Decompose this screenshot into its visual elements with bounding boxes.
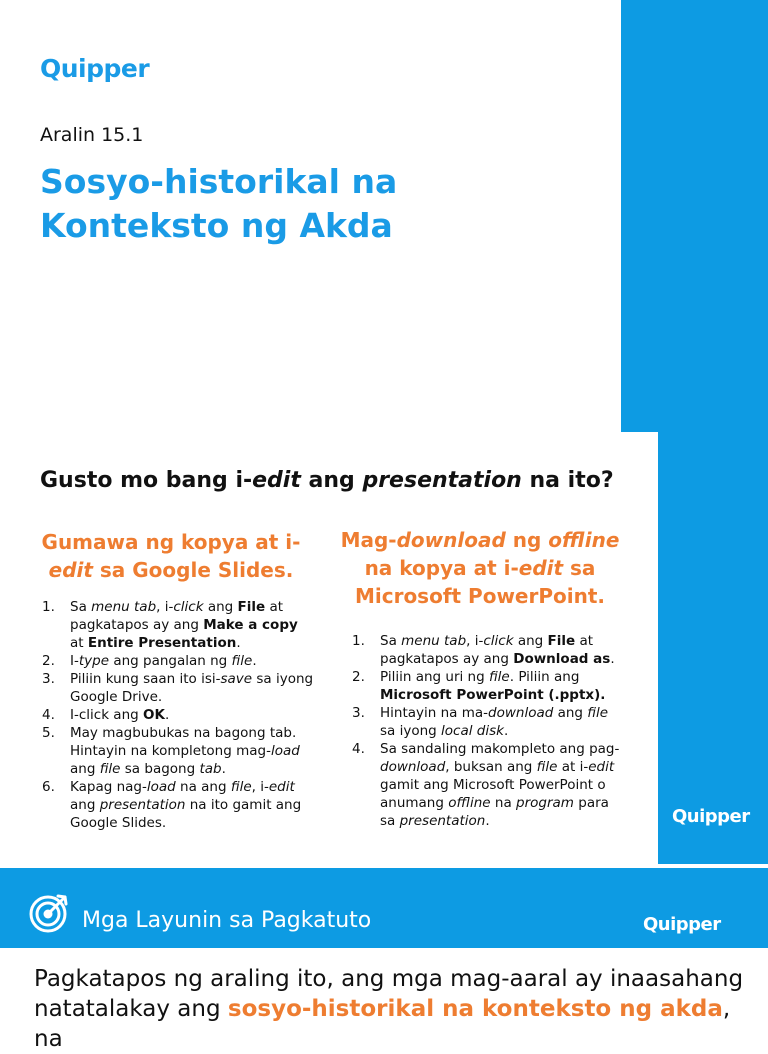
- target-icon: [28, 890, 72, 934]
- step-text: File: [237, 599, 266, 615]
- title-text: sa Google Slides.: [92, 558, 294, 582]
- step-text: Hintayin na ma-: [380, 705, 489, 721]
- step-text: local disk: [441, 723, 504, 739]
- lesson-number: Aralin 15.1: [40, 124, 144, 146]
- list-item: [24, 670, 318, 706]
- step-text: Sa sandaling makompleto ang pag-: [380, 741, 620, 757]
- powerpoint-title: [334, 526, 626, 610]
- list-item: [334, 632, 626, 668]
- step-text: file: [488, 669, 510, 685]
- list-number: 1.: [352, 633, 365, 649]
- heading-text: edit: [252, 468, 301, 493]
- step-text: na: [490, 795, 517, 811]
- list-number: 3.: [352, 705, 365, 721]
- step-text: download: [380, 759, 446, 775]
- step-text: , i-: [466, 633, 484, 649]
- step-text: click: [483, 633, 514, 649]
- list-item: [24, 598, 318, 652]
- step-text: .: [610, 651, 615, 667]
- title-text: na kopya at i-: [364, 556, 519, 580]
- title-text: edit: [48, 558, 93, 582]
- step-text: gamit ang Microsoft PowerPoint o anumang: [380, 777, 606, 811]
- step-text: , i-: [251, 779, 269, 795]
- list-number: 6.: [42, 779, 55, 795]
- heading-text: na ito?: [521, 468, 614, 493]
- step-text: Download as: [513, 651, 611, 667]
- step-text: file: [587, 705, 609, 721]
- google-slides-column: [24, 528, 318, 832]
- step-text: .: [236, 635, 241, 651]
- step-text: load: [146, 779, 176, 795]
- step-text: edit: [268, 779, 295, 795]
- step-text: type: [78, 653, 110, 669]
- step-text: para sa: [380, 795, 609, 829]
- heading-text: Gusto mo bang i-: [40, 468, 253, 493]
- objectives-slide: [0, 864, 768, 1052]
- powerpoint-column: [334, 526, 626, 830]
- step-text: menu tab: [91, 599, 157, 615]
- step-text: na ang: [175, 779, 231, 795]
- heading-text: presentation: [362, 468, 522, 493]
- list-number: 4.: [352, 741, 365, 757]
- step-text: Sa: [380, 633, 402, 649]
- list-number: 5.: [42, 725, 55, 741]
- step-text: presentation: [99, 797, 186, 813]
- list-number: 2.: [42, 653, 55, 669]
- title-text: edit: [518, 556, 564, 580]
- list-number: 3.: [42, 671, 55, 687]
- step-text: .: [164, 707, 170, 723]
- title-text: ng: [505, 528, 549, 552]
- step-text: I-: [70, 653, 79, 669]
- step-text: ang: [70, 761, 100, 777]
- step-text: Microsoft PowerPoint (.pptx).: [380, 687, 606, 703]
- objective-text: , na: [34, 996, 731, 1052]
- list-number: 1.: [42, 599, 55, 615]
- lesson-title-line1: Sosyo-historikal na: [40, 162, 398, 201]
- step-text: file: [231, 653, 253, 669]
- step-text: program: [516, 795, 574, 811]
- step-text: ang: [70, 797, 100, 813]
- title-slide: [0, 0, 768, 432]
- title-text: Mag-: [340, 528, 397, 552]
- list-item: [24, 724, 318, 778]
- step-text: sa iyong: [380, 723, 442, 739]
- step-text: May magbubukas na bagong tab. Hintayin na kompletong mag-: [70, 725, 297, 759]
- step-text: at pagkatapos ay ang: [380, 633, 594, 667]
- step-text: ang: [203, 599, 238, 615]
- step-text: file: [99, 761, 121, 777]
- step-text: sa bagong: [120, 761, 200, 777]
- step-text: Piliin ang uri ng: [380, 669, 489, 685]
- step-text: ang pangalan ng: [109, 653, 232, 669]
- powerpoint-steps: [334, 632, 626, 830]
- step-text: offline: [448, 795, 491, 811]
- title-text: offline: [548, 528, 620, 552]
- step-text: File: [547, 633, 576, 649]
- step-text: load: [270, 743, 300, 759]
- step-text: click: [173, 599, 204, 615]
- step-text: . Piliin ang: [509, 669, 580, 685]
- step-text: Entire Presentation: [87, 635, 237, 651]
- step-text: .: [503, 723, 509, 739]
- title-text: Gumawa ng kopya at i-: [41, 530, 301, 554]
- list-item: [24, 778, 318, 832]
- list-number: 4.: [42, 707, 55, 723]
- list-item: [24, 652, 318, 670]
- instructions-heading: [40, 468, 614, 493]
- lesson-title: [40, 160, 600, 248]
- google-slides-title: [24, 528, 318, 584]
- step-text: , buksan ang: [445, 759, 537, 775]
- step-text: Piliin kung saan ito isi-: [70, 671, 221, 687]
- step-text: Kapag nag-: [70, 779, 147, 795]
- objective-text: Pagkatapos ng araling ito, ang mga mag-aaral ay inaasahang natatalakay ang: [34, 966, 744, 1022]
- step-text: at pagkatapos ay ang: [70, 599, 284, 633]
- instructions-slide: [0, 432, 768, 864]
- step-text: download: [488, 705, 554, 721]
- objectives-banner: [0, 868, 768, 948]
- google-slides-steps: [24, 598, 318, 832]
- step-text: presentation: [399, 813, 486, 829]
- step-text: .: [252, 653, 257, 669]
- list-item: [334, 704, 626, 740]
- objective-highlight: sosyo-historikal na konteksto ng akda: [227, 996, 723, 1022]
- title-text: sa Microsoft PowerPoint.: [354, 556, 606, 608]
- step-text: Sa: [70, 599, 92, 615]
- step-text: at i-: [557, 759, 589, 775]
- step-text: .: [485, 813, 490, 829]
- step-text: file: [536, 759, 558, 775]
- step-text: save: [220, 671, 253, 687]
- step-text: Make a copy: [203, 617, 298, 633]
- quipper-logo: Quipper: [672, 806, 750, 827]
- list-item: [24, 706, 318, 724]
- step-text: OK: [143, 707, 165, 723]
- step-text: tab: [199, 761, 222, 777]
- list-item: [334, 668, 626, 704]
- lesson-title-line2: Konteksto ng Akda: [40, 206, 393, 245]
- quipper-logo: Quipper: [643, 914, 721, 935]
- title-text: download: [396, 528, 506, 552]
- objectives-title: Mga Layunin sa Pagkatuto: [82, 908, 372, 933]
- step-text: na ito gamit ang Google Slides.: [70, 797, 302, 831]
- heading-text: ang: [300, 468, 363, 493]
- list-item: [334, 740, 626, 830]
- step-text: ang: [553, 705, 588, 721]
- step-text: edit: [588, 759, 615, 775]
- step-text: , i-: [156, 599, 174, 615]
- quipper-logo: Quipper: [40, 54, 150, 83]
- step-text: .: [221, 761, 226, 777]
- step-text: at: [70, 635, 88, 651]
- step-text: sa iyong Google Drive.: [70, 671, 314, 705]
- side-bar: [658, 432, 768, 864]
- step-text: I-click ang: [70, 707, 143, 723]
- step-text: ang: [513, 633, 548, 649]
- objective-paragraph: [34, 964, 754, 1054]
- side-bar: [621, 0, 768, 432]
- step-text: file: [230, 779, 252, 795]
- list-number: 2.: [352, 669, 365, 685]
- step-text: menu tab: [401, 633, 467, 649]
